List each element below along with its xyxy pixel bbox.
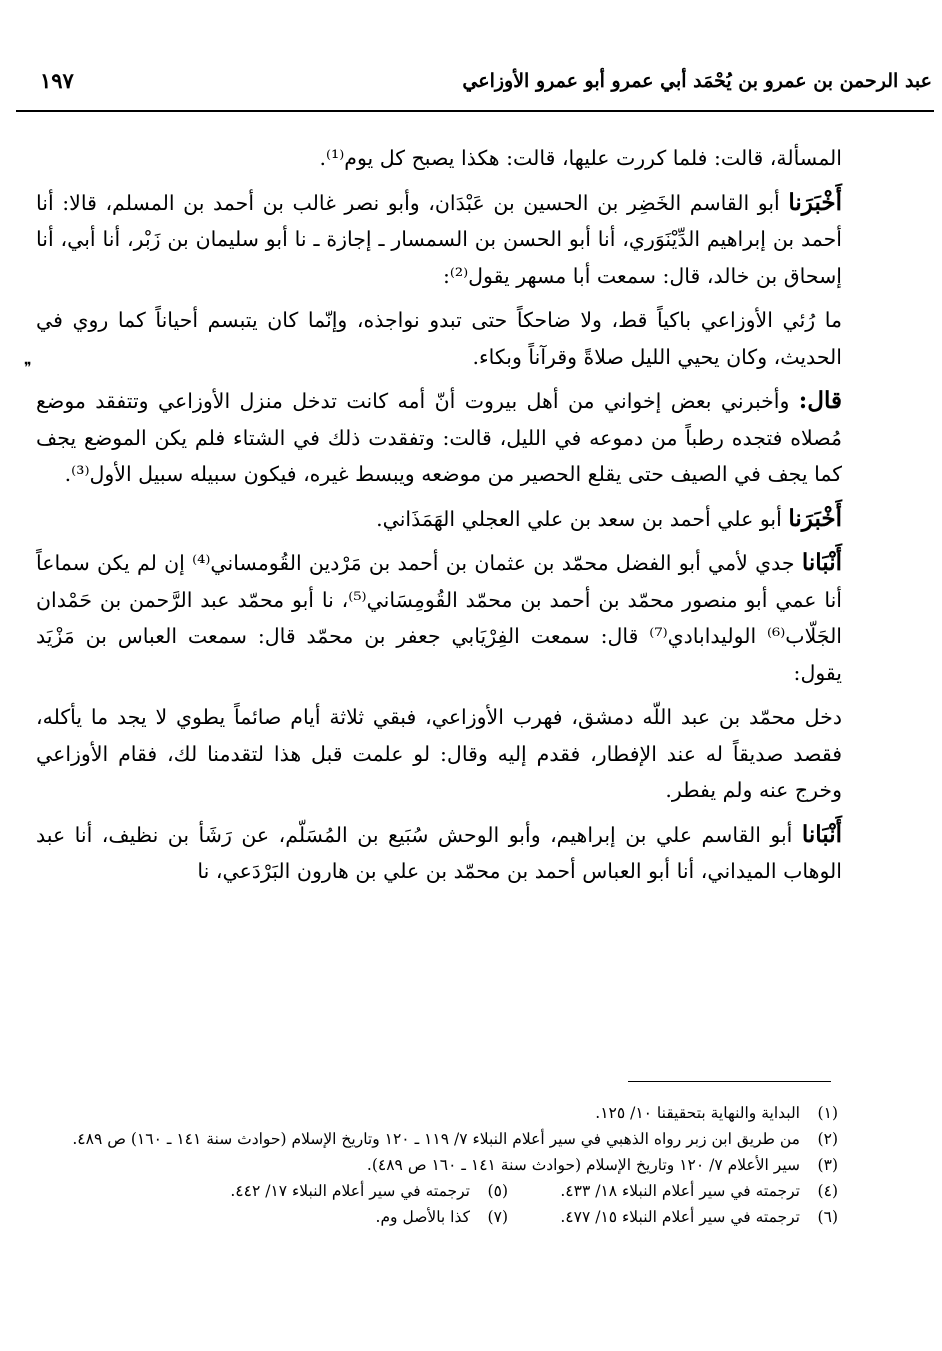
margin-mark-icon: ❞ bbox=[24, 360, 32, 376]
paragraph-text: جدي لأمي أبو الفضل محمّد بن عثمان بن أحمد بن مَرْدين القُومساني⁽⁴⁾ إن لم يكن سماعاً أنا عمي أبو منصور محمّد بن أحمد بن محمّد القُومِسَاني⁽⁵⁾، نا أبو محمّد عبد الرَّحمن بن حَمْدان الجَلّاب⁽⁶⁾ الوليدابادي⁽⁷⁾ قال: سمعت الفِرْيَابي جعفر بن محمّد قال: سمعت العباس بن مَزْيَد يقول: bbox=[36, 551, 843, 685]
footnote-text: ترجمته في سير أعلام النبلاء ١٥/ ٤٧٧. bbox=[560, 1208, 800, 1226]
footnote-text: سير الأعلام ٧/ ١٢٠ وتاريخ الإسلام (حوادث سنة ١٤١ ـ ١٦٠ ص ٤٨٩). bbox=[366, 1156, 800, 1174]
header-rule bbox=[16, 110, 934, 112]
footnote-text: البداية والنهاية بتحقيقنا ١٠/ ١٢٥. bbox=[595, 1104, 800, 1122]
paragraph-lead: أَخْبَرَنا bbox=[788, 504, 842, 532]
footnote-number: (٤) bbox=[817, 1182, 838, 1200]
main-text bbox=[36, 140, 842, 898]
paragraph-lead: أَخْبَرَنا bbox=[788, 188, 842, 216]
paragraph bbox=[36, 817, 842, 890]
footnote bbox=[508, 1204, 838, 1230]
paragraph-text: وأخبرني بعض إخواني من أهل بيروت أنّ أمه كانت تدخل منزل الأوزاعي وتتفقد موضع مُصلاه فتجده رطباً من دموعه في الليل، قالت: وتفقدت ذلك في الشتاء فلم يكن الموضع يجف كما يجف في الصيف حتى يقلع الحصير من موضعه ويبسط غيره، فيكون سبيله سبيل الأول⁽³⁾. bbox=[36, 389, 842, 486]
running-header-title: عبد الرحمن بن عمرو بن يُحْمَد أبي عمرو أبو عمرو الأوزاعي bbox=[462, 70, 932, 92]
paragraph bbox=[36, 501, 842, 538]
footnote-row bbox=[14, 1204, 838, 1230]
footnote bbox=[14, 1152, 838, 1178]
paragraph-text: أبو القاسم الخَضِر بن الحسين بن عَبْدَان، وأبو نصر غالب بن أحمد بن المسلم، قالا: أنا أحمد بن إبراهيم الدِّيْنَوَري، أنا أبو الحسن بن السمسار ـ إجازة ـ نا أبو سليمان بن زَبْر، أنا أبي، أنا إسحاق بن خالد، قال: سمعت أبا مسهر يقول⁽²⁾: bbox=[36, 190, 842, 288]
footnote-text: من طريق ابن زبر رواه الذهبي في سير أعلام النبلاء ٧/ ١١٩ ـ ١٢٠ وتاريخ الإسلام (حوادث سنة ١٤١ ـ ١٦٠) ص ٤٨٩. bbox=[72, 1130, 800, 1148]
footnote bbox=[178, 1204, 508, 1230]
paragraph-text: أبو علي أحمد بن سعد بن علي العجلي الهَمَذَاني. bbox=[376, 506, 789, 531]
paragraph-lead: قال: bbox=[798, 387, 842, 414]
footnote-row bbox=[14, 1178, 838, 1204]
footnote-text: ترجمته في سير أعلام النبلاء ١٨/ ٤٣٣. bbox=[560, 1182, 800, 1200]
footnote-rule bbox=[628, 1081, 831, 1082]
footnote-text: كذا بالأصل وم. bbox=[375, 1208, 470, 1226]
paragraph-text: المسألة، قالت: فلما كررت عليها، قالت: هكذا يصبح كل يوم⁽¹⁾. bbox=[319, 146, 842, 170]
footnote bbox=[178, 1178, 508, 1204]
paragraph-lead: أَنْبَانا bbox=[801, 549, 842, 576]
footnote bbox=[14, 1100, 838, 1126]
footnote-number: (٥) bbox=[487, 1182, 508, 1200]
footnote-number: (٦) bbox=[817, 1208, 838, 1226]
footnote-text: ترجمته في سير أعلام النبلاء ١٧/ ٤٤٢. bbox=[230, 1182, 470, 1200]
footnote-number: (٣) bbox=[817, 1156, 838, 1174]
footnote-number: (١) bbox=[817, 1104, 838, 1122]
paragraph bbox=[36, 545, 842, 691]
paragraph-text: دخل محمّد بن عبد اللّه دمشق، فهرب الأوزاعي، فبقي ثلاثة أيام صائماً يطوي لا يجد ما يأكله، فقصد صديقاً له عند الإفطار، فقدم إليه وقال: لو علمت قبل هذا لتقدمنا لك، فقام الأوزاعي وخرج عنه ولم يفطر. bbox=[36, 705, 842, 802]
page-number: ١٩٧ bbox=[40, 68, 74, 93]
paragraph-text: أبو القاسم علي بن إبراهيم، وأبو الوحش سُبَيع بن المُسَلّم، عن رَشَأ بن نظيف، أنا عبد الوهاب الميداني، أنا أبو العباس أحمد بن محمّد بن علي بن هارون البَرْدَعي، نا bbox=[36, 822, 842, 883]
paragraph-lead: أَنْبَانا bbox=[801, 820, 842, 848]
footnote-number: (٢) bbox=[817, 1130, 838, 1148]
paragraph bbox=[36, 383, 842, 493]
paragraph-text: ما رُئي الأوزاعي باكياً قط، ولا ضاحكاً حتى تبدو نواجذه، وإنّما كان يتبسم أحياناً كما روي في الحديث، وكان يحيي الليل صلاةً وقرآناً وبكاء. bbox=[36, 308, 842, 369]
paragraph bbox=[36, 185, 842, 295]
footnote bbox=[14, 1126, 838, 1152]
footnotes bbox=[14, 1100, 838, 1230]
footnote bbox=[508, 1178, 838, 1204]
paragraph bbox=[36, 140, 842, 177]
paragraph bbox=[36, 699, 842, 809]
footnote-number: (٧) bbox=[487, 1208, 508, 1226]
paragraph bbox=[36, 302, 842, 375]
